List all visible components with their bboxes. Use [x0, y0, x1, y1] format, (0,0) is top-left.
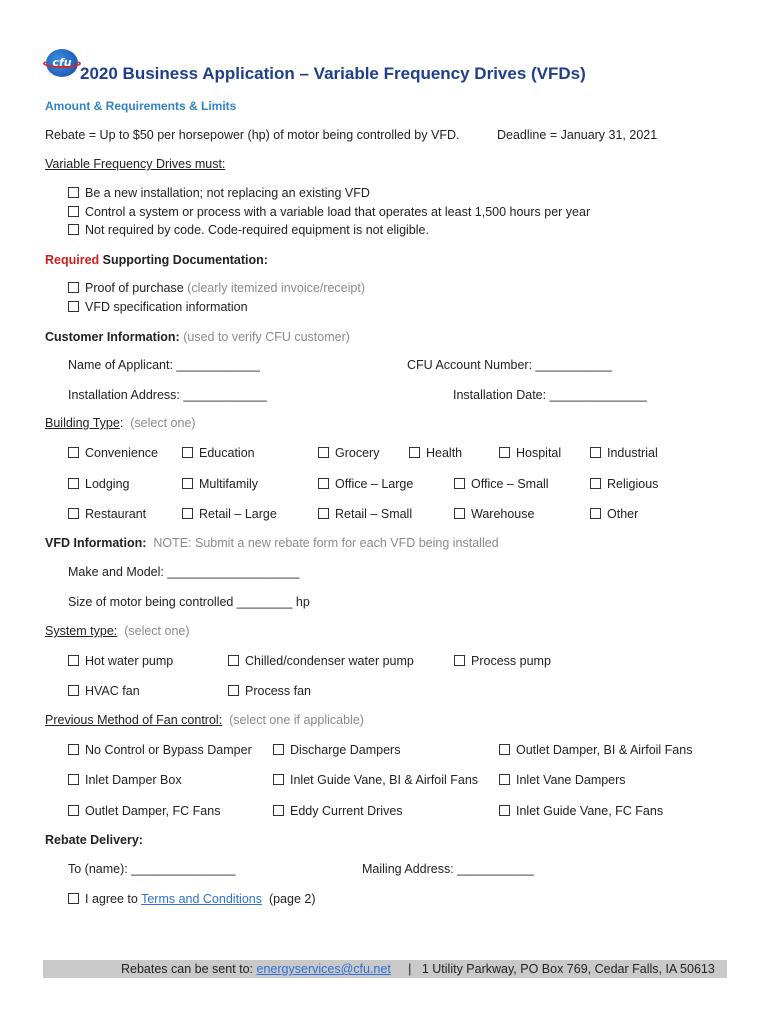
building-option[interactable]: Restaurant	[68, 506, 146, 522]
fan-control-option[interactable]: Discharge Dampers	[273, 742, 400, 758]
building-option[interactable]: Warehouse	[454, 506, 534, 522]
building-option[interactable]: Retail – Large	[182, 506, 277, 522]
building-option[interactable]: Industrial	[590, 445, 658, 461]
checkbox[interactable]	[454, 655, 465, 666]
customer-heading: Customer Information: (used to verify CFU customer)	[45, 330, 350, 344]
checkbox[interactable]	[68, 301, 79, 312]
fan-control-option[interactable]: Inlet Damper Box	[68, 772, 182, 788]
fan-control-option[interactable]: Inlet Guide Vane, BI & Airfoil Fans	[273, 772, 478, 788]
checkbox[interactable]	[273, 774, 284, 785]
fan-control-option[interactable]: Eddy Current Drives	[273, 803, 403, 819]
building-option[interactable]: Lodging	[68, 476, 130, 492]
fan-control-heading: Previous Method of Fan control: (select one if applicable)	[45, 713, 364, 727]
system-option[interactable]: HVAC fan	[68, 683, 140, 699]
building-option[interactable]: Office – Large	[318, 476, 413, 492]
checkbox[interactable]	[499, 774, 510, 785]
checkbox[interactable]	[68, 224, 79, 235]
building-option[interactable]: Education	[182, 445, 255, 461]
logo-text: cfu	[52, 56, 72, 69]
cfu-logo	[46, 49, 78, 77]
fan-control-option[interactable]: Inlet Guide Vane, FC Fans	[499, 803, 663, 819]
system-option[interactable]: Process fan	[228, 683, 311, 699]
building-option[interactable]: Convenience	[68, 445, 158, 461]
checkbox[interactable]	[590, 447, 601, 458]
checkbox[interactable]	[68, 893, 79, 904]
building-option[interactable]: Retail – Small	[318, 506, 412, 522]
checkbox[interactable]	[499, 447, 510, 458]
building-type-heading: Building Type: (select one)	[45, 416, 196, 430]
checkbox[interactable]	[68, 187, 79, 198]
building-option[interactable]: Office – Small	[454, 476, 549, 492]
checkbox[interactable]	[318, 478, 329, 489]
checkbox[interactable]	[182, 478, 193, 489]
building-option[interactable]: Other	[590, 506, 638, 522]
building-option[interactable]: Hospital	[499, 445, 561, 461]
checkbox[interactable]	[68, 282, 79, 293]
checkbox[interactable]	[499, 805, 510, 816]
vfd-must-item[interactable]: Be a new installation; not replacing an existing VFD	[68, 185, 370, 201]
checkbox[interactable]	[68, 744, 79, 755]
system-option[interactable]: Hot water pump	[68, 653, 173, 669]
make-model-field[interactable]: Make and Model: ___________________	[68, 565, 300, 579]
motor-size-field[interactable]: Size of motor being controlled ________ hp	[68, 595, 310, 609]
mailing-address-field[interactable]: Mailing Address: ___________	[362, 862, 534, 876]
checkbox[interactable]	[182, 447, 193, 458]
doc-item-proof[interactable]: Proof of purchase (clearly itemized invoice/receipt)	[68, 280, 365, 296]
checkbox[interactable]	[273, 805, 284, 816]
building-option[interactable]: Health	[409, 445, 462, 461]
rebate-text: Rebate = Up to $50 per horsepower (hp) of motor being controlled by VFD.	[45, 128, 460, 142]
checkbox[interactable]	[273, 744, 284, 755]
checkbox[interactable]	[68, 655, 79, 666]
checkbox[interactable]	[68, 774, 79, 785]
vfd-must-heading: Variable Frequency Drives must:	[45, 157, 226, 171]
system-type-heading: System type: (select one)	[45, 624, 190, 638]
checkbox[interactable]	[68, 206, 79, 217]
page-title: 2020 Business Application – Variable Frequency Drives (VFDs)	[80, 64, 586, 83]
checkbox[interactable]	[318, 447, 329, 458]
building-option[interactable]: Grocery	[318, 445, 379, 461]
fan-control-option[interactable]: Outlet Damper, BI & Airfoil Fans	[499, 742, 692, 758]
checkbox[interactable]	[68, 685, 79, 696]
vfd-info-heading: VFD Information: NOTE: Submit a new rebate form for each VFD being installed	[45, 536, 499, 550]
doc-item-spec[interactable]: VFD specification information	[68, 299, 248, 315]
fan-control-option[interactable]: No Control or Bypass Damper	[68, 742, 252, 758]
rebate-delivery-heading: Rebate Delivery:	[45, 833, 143, 847]
checkbox[interactable]	[68, 508, 79, 519]
checkbox[interactable]	[499, 744, 510, 755]
checkbox[interactable]	[68, 478, 79, 489]
checkbox[interactable]	[454, 508, 465, 519]
footer-text: Rebates can be sent to: energyservices@cfu.net | 1 Utility Parkway, PO Box 769, Cedar Falls, IA 50613	[121, 962, 715, 976]
docs-heading: Required Supporting Documentation:	[45, 253, 268, 267]
checkbox[interactable]	[182, 508, 193, 519]
terms-link[interactable]: Terms and Conditions	[141, 892, 262, 906]
checkbox[interactable]	[590, 478, 601, 489]
installation-address-field[interactable]: Installation Address: ____________	[68, 388, 267, 402]
email-link[interactable]: energyservices@cfu.net	[256, 962, 391, 976]
building-option[interactable]: Multifamily	[182, 476, 258, 492]
to-name-field[interactable]: To (name): _______________	[68, 862, 236, 876]
account-number-field[interactable]: CFU Account Number: ___________	[407, 358, 612, 372]
applicant-name-field[interactable]: Name of Applicant: ____________	[68, 358, 260, 372]
checkbox[interactable]	[228, 685, 239, 696]
checkbox[interactable]	[228, 655, 239, 666]
checkbox[interactable]	[68, 447, 79, 458]
system-option[interactable]: Chilled/condenser water pump	[228, 653, 414, 669]
checkbox[interactable]	[454, 478, 465, 489]
checkbox[interactable]	[409, 447, 420, 458]
installation-date-field[interactable]: Installation Date: ______________	[453, 388, 647, 402]
vfd-must-item[interactable]: Not required by code. Code-required equipment is not eligible.	[68, 222, 429, 238]
fan-control-option[interactable]: Outlet Damper, FC Fans	[68, 803, 220, 819]
deadline-text: Deadline = January 31, 2021	[497, 128, 658, 142]
checkbox[interactable]	[318, 508, 329, 519]
vfd-must-item[interactable]: Control a system or process with a variable load that operates at least 1,500 hours per year	[68, 204, 590, 220]
amount-heading: Amount & Requirements & Limits	[45, 99, 237, 113]
checkbox[interactable]	[68, 805, 79, 816]
building-option[interactable]: Religious	[590, 476, 658, 492]
agree-terms-row[interactable]: I agree to Terms and Conditions (page 2)	[68, 891, 316, 907]
fan-control-option[interactable]: Inlet Vane Dampers	[499, 772, 626, 788]
system-option[interactable]: Process pump	[454, 653, 551, 669]
checkbox[interactable]	[590, 508, 601, 519]
